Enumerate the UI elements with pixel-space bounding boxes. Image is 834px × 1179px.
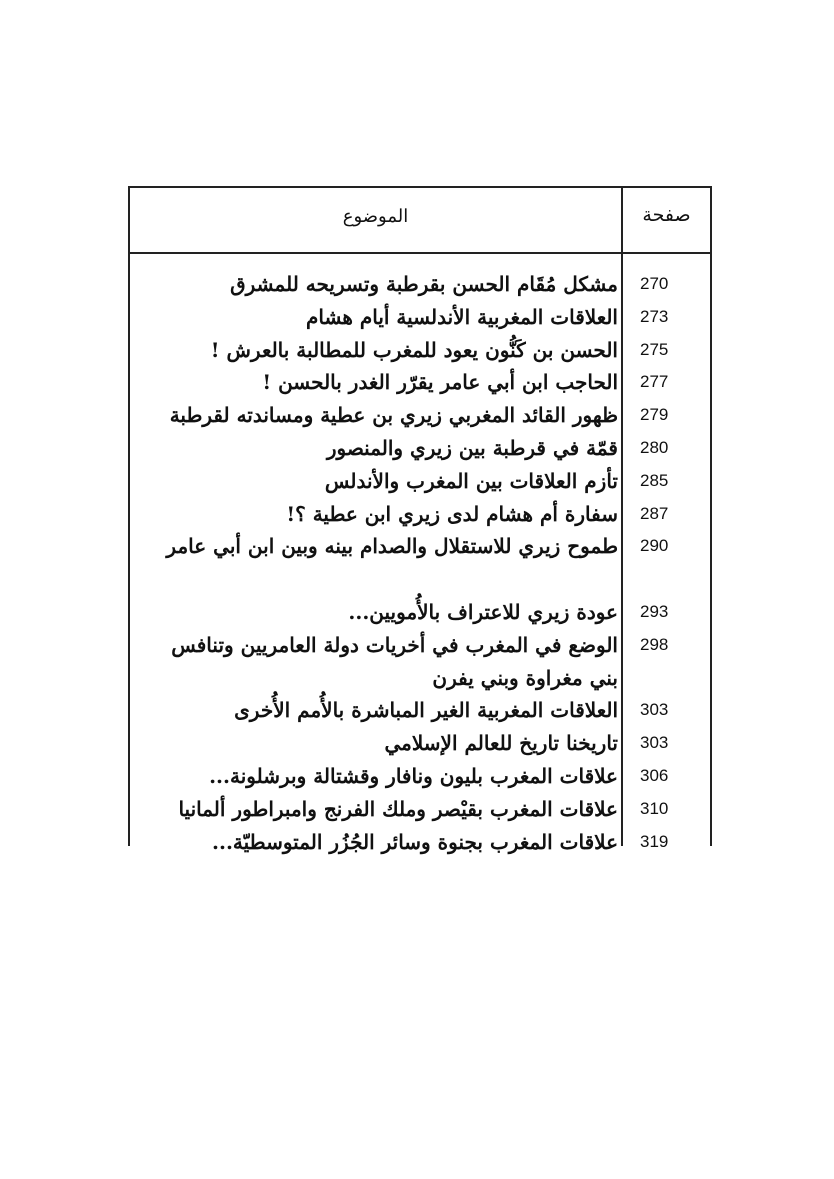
toc-entry-title: الحاجب ابن أبي عامر يقرّر الغدر بالحسن ! — [262, 370, 618, 395]
toc-entry-page: 310 — [640, 798, 669, 818]
toc-row — [130, 366, 710, 399]
toc-entry-page: 290 — [640, 536, 669, 556]
header-topic-label: الموضوع — [342, 206, 409, 227]
toc-entry-title: العلاقات المغربية الغير المباشرة بالأُمم الأُخرى — [234, 698, 618, 723]
toc-entry-page: 298 — [640, 634, 669, 654]
toc-entry-title: الحسن بن كَنُّون يعود للمغرب للمطالبة بالعرش ! — [210, 337, 618, 362]
toc-row — [130, 301, 710, 334]
toc-row — [130, 694, 710, 727]
toc-entry-title: الوضع في المغرب في أخريات دولة العامريين وتنافس بني مغراوة وبني يفرن — [171, 632, 618, 690]
toc-entry-page: 285 — [640, 470, 669, 490]
toc-entry-page: 275 — [640, 339, 669, 359]
toc-entry-title: طموح زيري للاستقلال والصدام بينه وبين ابن أبي عامر — [166, 534, 618, 559]
toc-entry-title: علاقات المغرب بليون ونافار وقشتالة وبرشلونة... — [209, 763, 618, 788]
toc-entry-title: تاريخنا تاريخ للعالم الإسلامي — [384, 731, 618, 756]
toc-entry-title: العلاقات المغربية الأندلسية أيام هشام — [306, 304, 618, 329]
toc-entry-title: تأزم العلاقات بين المغرب والأندلس — [324, 468, 618, 493]
toc-entry-page: 273 — [640, 306, 669, 326]
header-page-label: صفحة — [642, 204, 691, 226]
toc-entry-page: 319 — [640, 831, 669, 851]
toc-entry-page: 293 — [640, 601, 669, 621]
toc-row — [130, 530, 710, 596]
toc-entry-page: 303 — [640, 733, 669, 753]
toc-entry-page: 280 — [640, 437, 669, 457]
toc-row — [130, 596, 710, 629]
toc-row — [130, 399, 710, 432]
toc-entry-page: 277 — [640, 372, 669, 392]
toc-entry-title: عودة زيري للاعتراف بالأُمويين... — [348, 599, 618, 624]
toc-entry-page: 270 — [640, 274, 669, 293]
toc-row — [130, 793, 710, 826]
toc-entry-title: سفارة أم هشام لدى زيري ابن عطية ؟! — [286, 501, 618, 526]
toc-row — [130, 629, 710, 695]
toc-entry-page: 306 — [640, 765, 669, 785]
toc-entry-title: علاقات المغرب بجنوة وسائر الجُزُر المتوسطيّة... — [212, 829, 618, 854]
toc-entry-title: علاقات المغرب بقيْصر وملك الفرنج وامبراطور ألمانيا — [178, 796, 618, 821]
toc-table — [128, 186, 712, 854]
toc-entry-title: مشكل مُقَام الحسن بقرطبة وتسريحه للمشرق — [230, 272, 618, 296]
toc-entry-page: 279 — [640, 405, 669, 425]
toc-entry-title: قمّة في قرطبة بين زيري والمنصور — [326, 435, 618, 460]
toc-row — [130, 826, 710, 859]
toc-row — [130, 432, 710, 465]
toc-row — [130, 498, 710, 531]
toc-row — [130, 727, 710, 760]
toc-entry-title: ظهور القائد المغربي زيري بن عطية ومساندته لقرطبة — [169, 403, 618, 428]
toc-row — [130, 465, 710, 498]
toc-row — [130, 760, 710, 793]
toc-row — [130, 334, 710, 367]
toc-entry-page: 303 — [640, 700, 669, 720]
toc-entry-page: 287 — [640, 503, 669, 523]
toc-row — [130, 268, 710, 301]
table-header — [130, 188, 710, 254]
toc-rows — [130, 268, 710, 858]
